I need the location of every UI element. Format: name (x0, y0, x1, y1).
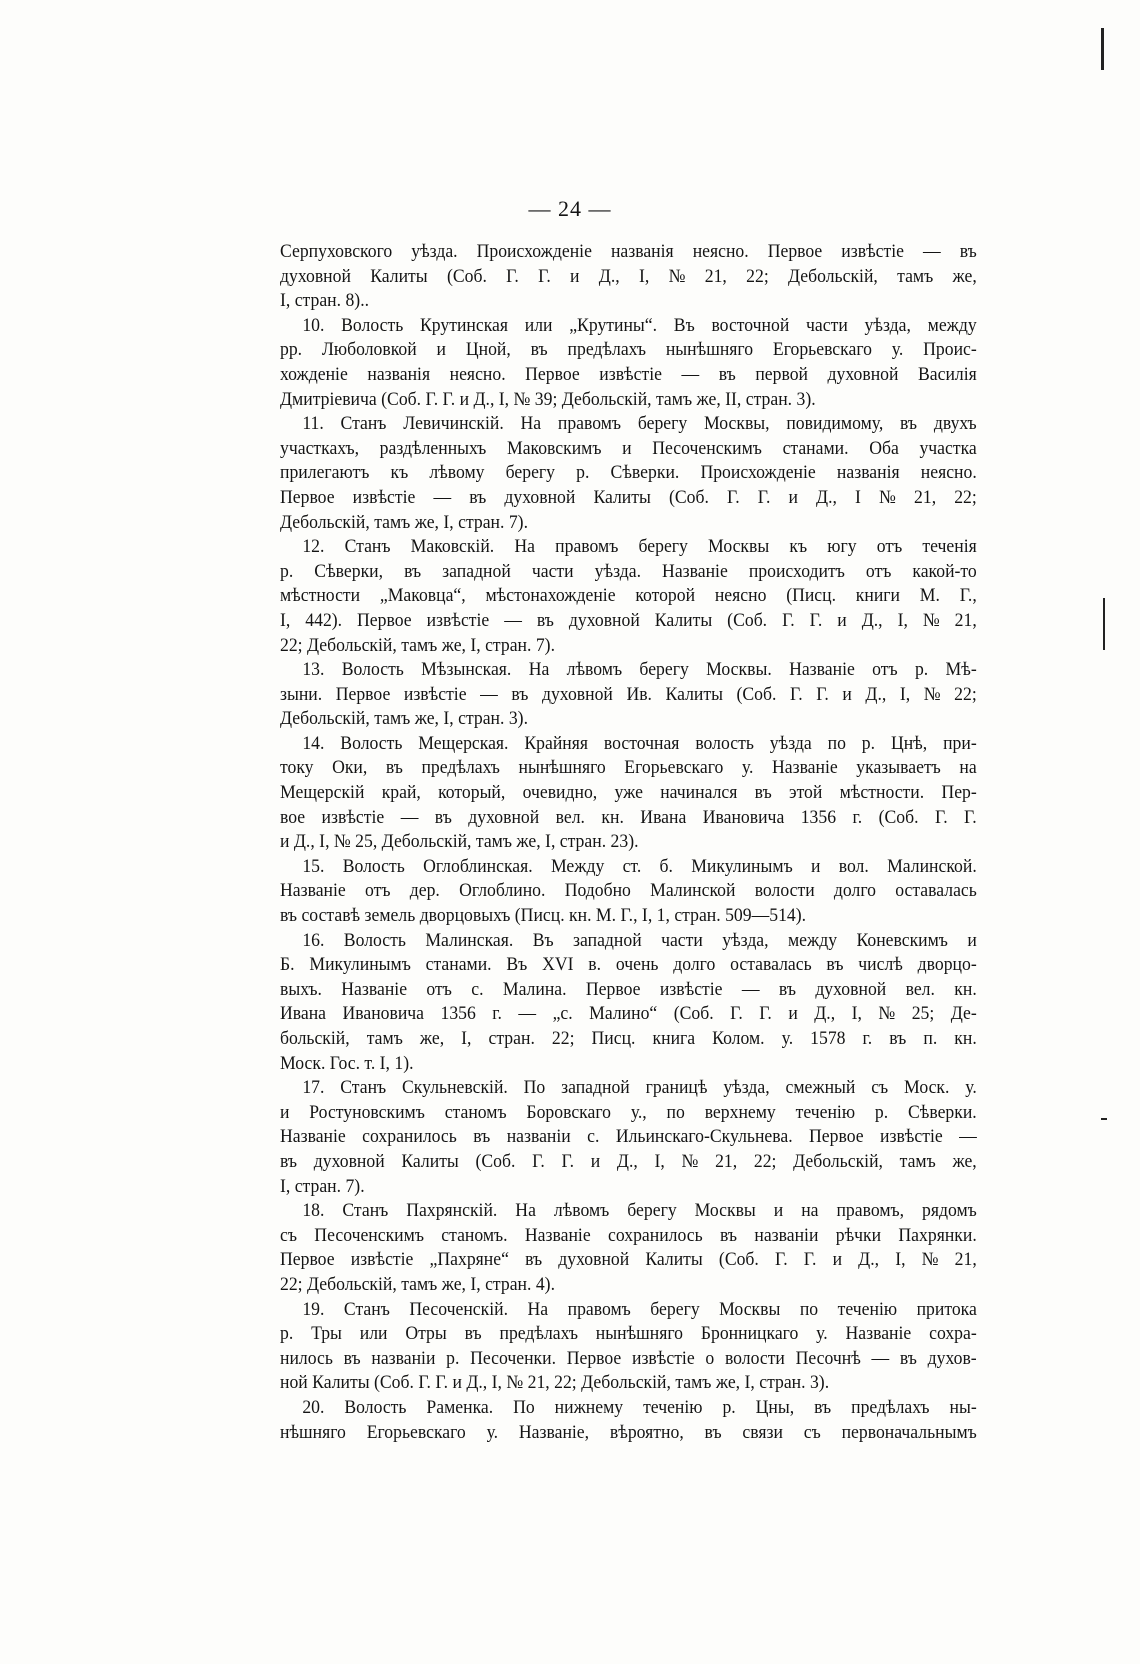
text-line: въ духовной Калиты (Соб. Г. Г. и Д., I, № 21, 22; Дебольскій, тамъ же, (280, 1150, 977, 1172)
text-line: выхъ. Названіе отъ с. Малина. Первое извѣстіе — въ духовной вел. кн. (280, 978, 977, 1000)
page-number: — 24 — (528, 196, 612, 221)
text-line: р. Тры или Отры въ предѣлахъ нынѣшняго Бронницкаго у. Названіе сохра- (280, 1323, 977, 1345)
text-line: Ивана Ивановича 1356 г. — „с. Малино“ (Соб. Г. Г. и Д., I, № 25; Де- (280, 1003, 977, 1025)
text-line: и Ростуновскимъ станомъ Боровскаго у., по верхнему теченію р. Сѣверки. (280, 1101, 977, 1123)
text-line: 19. Станъ Песоченскій. На правомъ берегу Москвы по теченію притока (302, 1298, 977, 1320)
text-line: хожденіе названія неясно. Первое извѣстіе — въ первой духовной Василія (280, 363, 977, 385)
text-line: I, стран. 7). (280, 1175, 365, 1197)
text-line: Б. Микулинымъ станами. Въ XVI в. очень долго оставалась въ числѣ дворцо- (280, 954, 977, 976)
text-line: въ составѣ земель дворцовыхъ (Писц. кн. М. Г., I, 1, стран. 509—514). (280, 905, 807, 927)
text-line: Названіе отъ дер. Оглоблино. Подобно Малинской волости долго оставалась (280, 880, 977, 902)
text-line: 18. Станъ Пахрянскій. На лѣвомъ берегу Москвы и на правомъ, рядомъ (302, 1200, 977, 1222)
text-line: току Оки, въ предѣлахъ нынѣшняго Егорьевскаго у. Названіе указываетъ на (280, 757, 977, 779)
text-line: р. Сѣверки, въ западной части уѣзда. Названіе происходитъ отъ какой-то (280, 560, 977, 582)
text-line: Дмитріевича (Соб. Г. Г. и Д., I, № 39; Дебольскій, тамъ же, II, стран. 3). (280, 388, 816, 410)
text-line: 12. Станъ Маковскій. На правомъ берегу Москвы къ югу отъ теченія (302, 536, 977, 558)
text-line: 15. Волость Оглоблинская. Между ст. б. Микулинымъ и вол. Малинской. (302, 855, 977, 877)
text-line: Дебольскій, тамъ же, I, стран. 3). (280, 708, 528, 730)
text-line: I, стран. 8).. (280, 290, 370, 312)
text-line: 10. Волость Крутинская или „Крутины“. Въ восточной части уѣзда, между (302, 314, 977, 336)
text-line: Первое извѣстіе — въ духовной Калиты (Соб. Г. Г. и Д., I № 21, 22; (280, 486, 977, 508)
text-line: 17. Станъ Скульневскій. По западной границѣ уѣзда, смежный съ Моск. у. (302, 1077, 977, 1099)
scan-mark-right-lower (1101, 1118, 1107, 1120)
text-line: 22; Дебольскій, тамъ же, I, стран. 7). (280, 634, 555, 656)
scan-mark-top-right (1101, 28, 1104, 70)
text-line: Моск. Гос. т. I, 1). (280, 1052, 414, 1074)
text-line: рр. Люболовкой и Цной, въ предѣлахъ нынѣшняго Егорьевскаго у. Проис- (280, 339, 977, 361)
text-line: Названіе сохранилось въ названіи с. Ильинскаго-Скульнева. Первое извѣстіе — (280, 1126, 977, 1148)
text-line: Серпуховского уѣзда. Происхожденіе названія неясно. Первое извѣстіе — въ (280, 241, 977, 262)
text-line: Первое извѣстіе „Пахряне“ въ духовной Калиты (Соб. Г. Г. и Д., I, № 21, (280, 1249, 977, 1271)
text-line: вое извѣстіе — въ духовной вел. кн. Ивана Ивановича 1356 г. (Соб. Г. Г. (280, 806, 977, 828)
text-line: больскій, тамъ же, I, стран. 22; Писц. книга Колом. у. 1578 г. въ п. кн. (280, 1028, 977, 1049)
text-line: съ Песоченскимъ станомъ. Названіе сохранилось въ названіи рѣчки Пахрянки. (280, 1224, 977, 1246)
text-line: прилегаютъ къ лѣвому берегу р. Сѣверки. Происхожденіе названія неясно. (280, 462, 977, 484)
text-line: мѣстности „Маковца“, мѣстонахожденіе которой неясно (Писц. книги М. Г., (280, 585, 977, 607)
text-line: 16. Волость Малинская. Въ западной части уѣзда, между Коневскимъ и (302, 929, 977, 951)
text-line: зыни. Первое извѣстіе — въ духовной Ив. Калиты (Соб. Г. Г. и Д., I, № 22; (280, 683, 977, 705)
scan-mark-right-upper (1103, 598, 1105, 650)
text-line: I, 442). Первое извѣстіе — въ духовной Калиты (Соб. Г. Г. и Д., I, № 21, (280, 609, 977, 631)
text-line: 22; Дебольскій, тамъ же, I, стран. 4). (280, 1273, 555, 1295)
text-line: нилось въ названіи р. Песоченки. Первое извѣстіе о волости Песочнѣ — въ духов- (280, 1347, 977, 1369)
text-line: 20. Волость Раменка. По нижнему теченію р. Цны, въ предѣлахъ ны- (302, 1396, 977, 1418)
text-line: Мещерскій край, который, очевидно, уже начинался въ этой мѣстности. Пер- (280, 782, 977, 804)
body-text (280, 240, 977, 1445)
text-line: Дебольскій, тамъ же, I, стран. 7). (280, 511, 528, 533)
text-line: нѣшняго Егорьевскаго у. Названіе, вѣроятно, въ связи съ первоначальнымъ (280, 1421, 977, 1443)
text-line: 13. Волость Мѣзынская. На лѣвомъ берегу Москвы. Названіе отъ р. Мѣ- (302, 659, 977, 681)
text-line: духовной Калиты (Соб. Г. Г. и Д., I, № 21, 22; Дебольскій, тамъ же, (280, 265, 977, 287)
text-line: 14. Волость Мещерская. Крайняя восточная волость уѣзда по р. Цнѣ, при- (302, 732, 977, 754)
text-line: и Д., I, № 25, Дебольскій, тамъ же, I, стран. 23). (280, 831, 639, 853)
text-line: ной Калиты (Соб. Г. Г. и Д., I, № 21, 22; Дебольскій, тамъ же, I, стран. 3). (280, 1372, 830, 1394)
text-line: участкахъ, раздѣленныхъ Маковскимъ и Песоченскимъ станами. Оба участка (280, 437, 977, 459)
text-line: 11. Станъ Левичинскій. На правомъ берегу Москвы, повидимому, въ двухъ (302, 413, 977, 435)
